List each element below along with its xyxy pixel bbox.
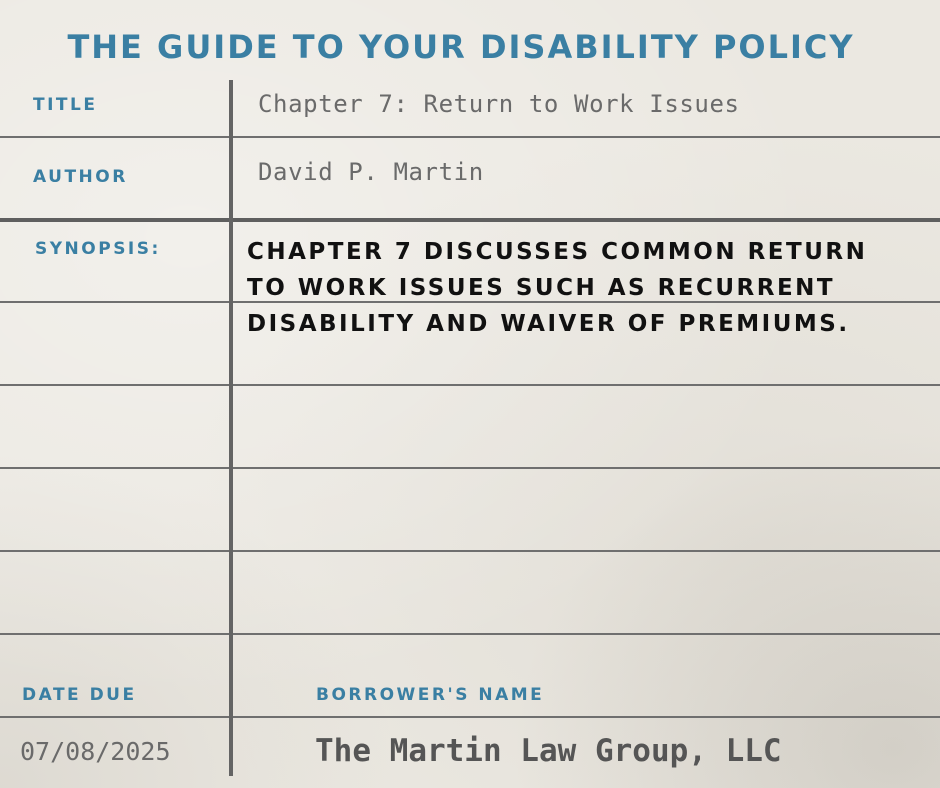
rule-line bbox=[0, 384, 940, 386]
title-label: TITLE bbox=[33, 95, 98, 115]
title-value: Chapter 7: Return to Work Issues bbox=[258, 90, 740, 118]
card-heading: THE GUIDE TO YOUR DISABILITY POLICY bbox=[67, 28, 855, 66]
author-label: AUTHOR bbox=[33, 167, 128, 187]
synopsis-label: SYNOPSIS: bbox=[35, 239, 161, 259]
column-divider bbox=[229, 80, 233, 776]
rule-line bbox=[0, 550, 940, 552]
rule-line bbox=[0, 467, 940, 469]
rule-line bbox=[0, 136, 940, 138]
borrower-label: BORROWER'S NAME bbox=[316, 685, 545, 705]
borrower-value: The Martin Law Group, LLC bbox=[315, 733, 782, 769]
date-due-value: 07/08/2025 bbox=[20, 737, 171, 766]
synopsis-text: CHAPTER 7 DISCUSSES COMMON RETURN TO WORK ISSUES SUCH AS RECURRENT DISABILITY AND WAIVER OF PREMIUMS. bbox=[247, 239, 868, 337]
rule-line bbox=[0, 218, 940, 222]
rule-line bbox=[0, 716, 940, 718]
rule-line bbox=[0, 633, 940, 635]
author-value: David P. Martin bbox=[258, 158, 484, 186]
date-due-label: DATE DUE bbox=[22, 685, 137, 705]
